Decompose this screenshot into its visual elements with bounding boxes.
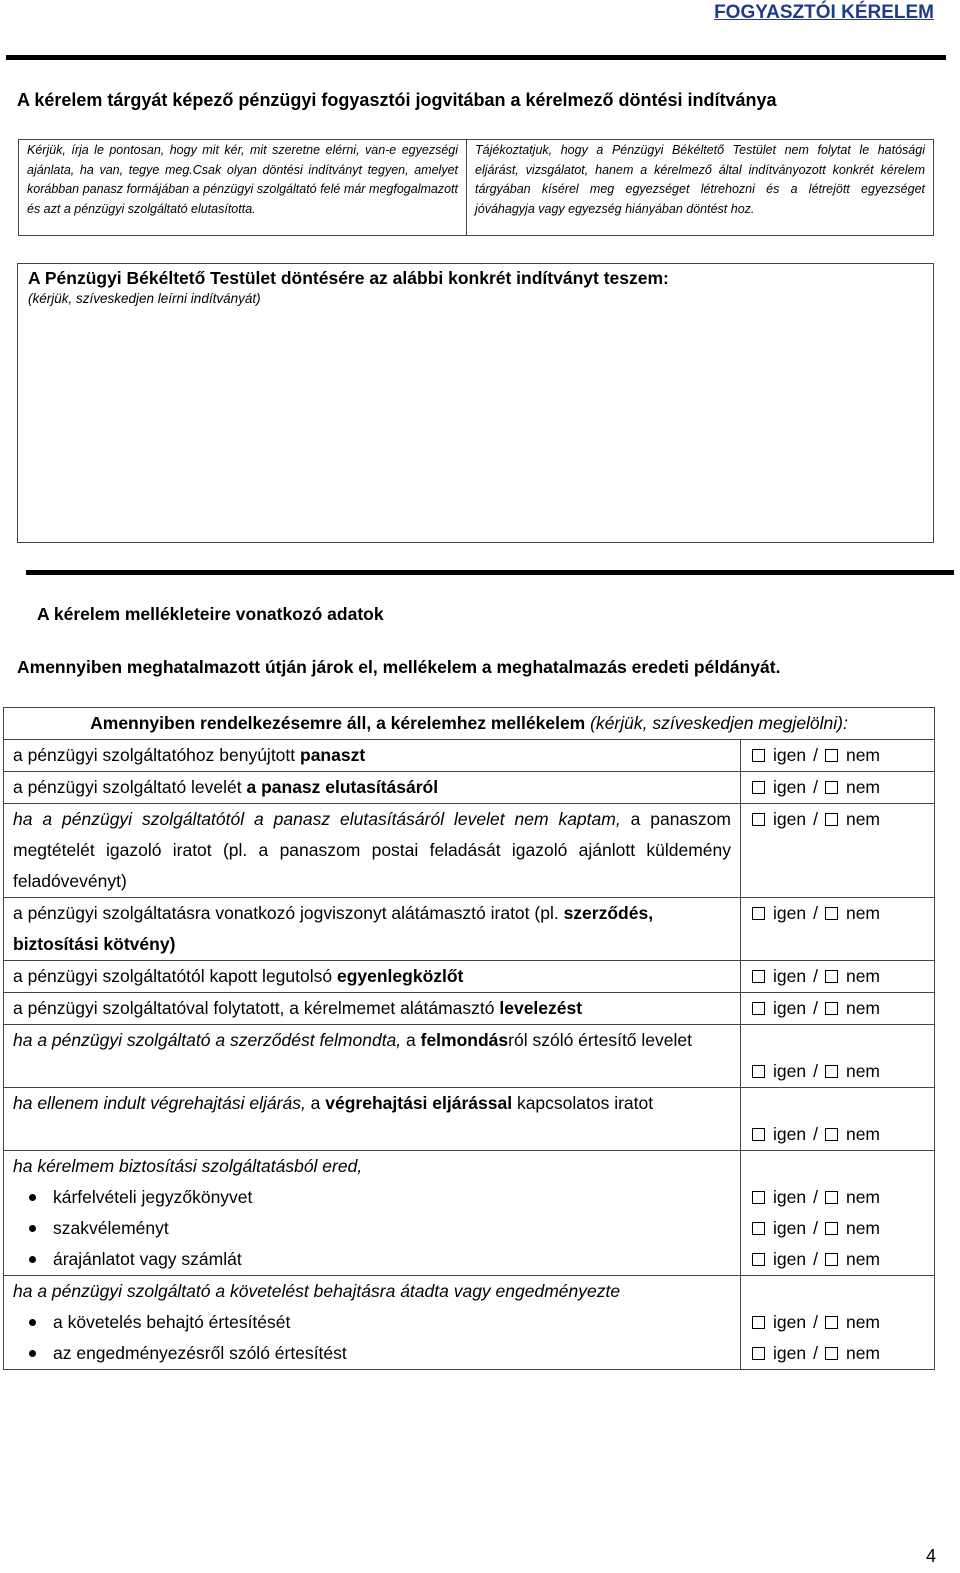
row-label — [4, 804, 741, 898]
checkbox-yes[interactable] — [752, 749, 765, 762]
bullet-icon — [29, 1256, 36, 1263]
checkbox-yes[interactable] — [752, 1128, 765, 1141]
proposal-heading: A Pénzügyi Békéltető Testület döntésére az alábbi konkrét indítványt teszem: — [28, 268, 669, 288]
row-text-italic: ha a pénzügyi szolgáltató a követelést behajtásra átadta vagy engedményezte — [13, 1281, 621, 1301]
checkbox-yes[interactable] — [752, 1065, 765, 1078]
form-title: FOGYASZTÓI KÉRELEM — [714, 2, 934, 23]
no-label: nem — [845, 777, 881, 797]
checkbox-no[interactable] — [825, 1347, 838, 1360]
row-text-italic: ha ellenem indult végrehajtási eljárás, — [13, 1093, 306, 1113]
table-row — [4, 1025, 935, 1088]
mandate-statement: Amennyiben meghatalmazott útján járok el, mellékelem a meghatalmazás eredeti példányát. — [17, 657, 781, 677]
bullet-icon — [29, 1225, 36, 1232]
row-text-bold: végrehajtási eljárással — [325, 1093, 513, 1113]
row-text: a — [305, 1093, 326, 1113]
middle-divider — [26, 570, 954, 575]
checkbox-no[interactable] — [825, 907, 838, 920]
yes-label: igen — [773, 1312, 807, 1332]
separator: / — [813, 745, 818, 765]
attachments-title: A kérelem mellékleteire vonatkozó adatok — [37, 604, 384, 624]
yes-no-choice — [741, 772, 935, 804]
row-text: a panaszom megtételét igazoló iratot (pl. a panaszom postai feladását igazoló ajánlott küldemény feladóvevényt) — [13, 809, 731, 891]
checkbox-no[interactable] — [825, 781, 838, 794]
table-header-row — [4, 708, 935, 740]
row-text-bold: egyenlegközlőt — [336, 966, 464, 986]
row-text: a pénzügyi szolgáltatóhoz benyújtott — [13, 745, 300, 765]
separator: / — [813, 998, 818, 1018]
separator: / — [813, 1187, 818, 1207]
info-box — [18, 139, 934, 236]
instruction-text: Kérjük, írja le pontosan, hogy mit kér, mit szeretne elérni, van-e egyezségi ajánlata, ha van, tegye meg.Csak olyan döntési indítványt tegyen, amelyet korábban panasz formájában a pénzügyi szolgáltató felé már megfogalmazott és azt a pénzügyi szolgáltató elutasította. — [19, 140, 467, 235]
row-label — [4, 961, 741, 993]
row-text: ról szóló értesítő levelet — [508, 1030, 692, 1050]
list-item — [13, 1182, 731, 1213]
yes-label: igen — [773, 1187, 807, 1207]
table-row — [4, 772, 935, 804]
checkbox-yes[interactable] — [752, 907, 765, 920]
row-text: a — [401, 1030, 421, 1050]
checkbox-no[interactable] — [825, 1316, 838, 1329]
no-label: nem — [845, 1061, 881, 1081]
no-label: nem — [845, 1343, 881, 1363]
checkbox-yes[interactable] — [752, 1222, 765, 1235]
page-number: 4 — [925, 1546, 936, 1566]
yes-label: igen — [773, 1061, 807, 1081]
yes-no-choice — [741, 1025, 935, 1088]
row-text: a pénzügyi szolgáltatóval folytatott, a kérelmemet alátámasztó — [13, 998, 500, 1018]
row-text: a pénzügyi szolgáltatótól kapott legutolsó — [13, 966, 337, 986]
row-label — [4, 1025, 741, 1088]
row-label — [4, 740, 741, 772]
no-label: nem — [845, 1218, 881, 1238]
row-text: a pénzügyi szolgáltatásra vonatkozó jogviszonyt alátámasztó iratot (pl. — [13, 903, 564, 923]
checkbox-yes[interactable] — [752, 1191, 765, 1204]
row-text-italic: ha a pénzügyi szolgáltatótól a panasz elutasításáról levelet nem kaptam, — [13, 809, 621, 829]
yes-label: igen — [773, 998, 807, 1018]
top-divider — [6, 55, 946, 60]
separator: / — [813, 903, 818, 923]
separator: / — [813, 809, 818, 829]
row-text-bold: felmondás — [420, 1030, 509, 1050]
row-label — [4, 1276, 741, 1370]
row-label — [4, 993, 741, 1025]
yes-no-choice — [741, 1151, 935, 1276]
bullet-icon — [29, 1319, 36, 1326]
row-text-bold: panaszt — [300, 745, 366, 765]
table-row — [4, 961, 935, 993]
no-label: nem — [845, 903, 881, 923]
checkbox-yes[interactable] — [752, 1002, 765, 1015]
separator: / — [813, 966, 818, 986]
separator: / — [813, 1312, 818, 1332]
yes-label: igen — [773, 1343, 807, 1363]
section-title: A kérelem tárgyát képező pénzügyi fogyasztói jogvitában a kérelmező döntési indítványa — [17, 90, 777, 110]
table-row — [4, 740, 935, 772]
table-row — [4, 1088, 935, 1151]
table-header-bold: Amennyiben rendelkezésemre áll, a kérelemhez mellékelem — [90, 713, 586, 733]
row-label — [4, 1088, 741, 1151]
yes-no-choice — [741, 740, 935, 772]
bullet-icon — [29, 1194, 36, 1201]
row-label — [4, 772, 741, 804]
checkbox-no[interactable] — [825, 1253, 838, 1266]
separator: / — [813, 1343, 818, 1363]
yes-no-choice — [741, 993, 935, 1025]
separator: / — [813, 777, 818, 797]
no-label: nem — [845, 998, 881, 1018]
checkbox-yes[interactable] — [752, 1347, 765, 1360]
row-label — [4, 898, 741, 961]
list-item — [13, 1338, 731, 1369]
list-item-text: szakvéleményt — [53, 1218, 169, 1238]
table-row — [4, 1276, 935, 1370]
yes-no-choice — [741, 898, 935, 961]
no-label: nem — [845, 1124, 881, 1144]
list-item — [13, 1244, 731, 1275]
separator: / — [813, 1249, 818, 1269]
no-label: nem — [845, 1312, 881, 1332]
separator: / — [813, 1124, 818, 1144]
yes-label: igen — [773, 1218, 807, 1238]
bullet-icon — [29, 1350, 36, 1357]
checkbox-no[interactable] — [825, 970, 838, 983]
table-row — [4, 1151, 935, 1276]
yes-label: igen — [773, 745, 807, 765]
list-item — [13, 1213, 731, 1244]
row-label — [4, 1151, 741, 1276]
proposal-input-area[interactable] — [17, 263, 934, 543]
no-label: nem — [845, 1249, 881, 1269]
separator: / — [813, 1061, 818, 1081]
row-text-bold: a panasz elutasításáról — [246, 777, 439, 797]
attachments-table — [3, 707, 935, 1370]
checkbox-no[interactable] — [825, 1065, 838, 1078]
checkbox-yes[interactable] — [752, 1316, 765, 1329]
yes-label: igen — [773, 1249, 807, 1269]
table-row — [4, 898, 935, 961]
row-text-bold: levelezést — [499, 998, 583, 1018]
checkbox-no[interactable] — [825, 1191, 838, 1204]
list-item-text: árajánlatot vagy számlát — [53, 1249, 242, 1269]
list-item-text: kárfelvételi jegyzőkönyvet — [53, 1187, 253, 1207]
row-text: kapcsolatos iratot — [512, 1093, 654, 1113]
no-label: nem — [845, 809, 881, 829]
list-item-text: az engedményezésről szóló értesítést — [53, 1343, 347, 1363]
row-text-italic: ha kérelmem biztosítási szolgáltatásból ered, — [13, 1156, 363, 1176]
checkbox-no[interactable] — [825, 813, 838, 826]
list-item — [13, 1307, 731, 1338]
proposal-hint: (kérjük, szíveskedjen leírni indítványát) — [28, 291, 261, 306]
row-text-bold: szerződés, biztosítási kötvény) — [13, 903, 654, 954]
no-label: nem — [845, 966, 881, 986]
checkbox-no[interactable] — [825, 1002, 838, 1015]
yes-no-choice — [741, 1088, 935, 1151]
list-item-text: a követelés behajtó értesítését — [53, 1312, 291, 1332]
yes-label: igen — [773, 966, 807, 986]
checkbox-no[interactable] — [825, 1128, 838, 1141]
yes-label: igen — [773, 1124, 807, 1144]
table-row — [4, 993, 935, 1025]
row-text-italic: ha a pénzügyi szolgáltató a szerződést felmondta, — [13, 1030, 402, 1050]
table-header — [4, 708, 935, 740]
table-header-hint: (kérjük, szíveskedjen megjelölni): — [590, 713, 848, 733]
notice-text: Tájékoztatjuk, hogy a Pénzügyi Békéltető Testület nem folytat le hatósági eljárást, vizsgálatot, hanem a kérelmező által indítványozott konkrét kérelem tárgyában kísérel meg egyezséget létrehozni és a létrejött egyezséget jóváhagyja vagy egyezség hiányában döntést hoz. — [475, 143, 925, 216]
yes-label: igen — [773, 777, 807, 797]
checkbox-yes[interactable] — [752, 813, 765, 826]
checkbox-no[interactable] — [825, 749, 838, 762]
checkbox-no[interactable] — [825, 1222, 838, 1235]
table-row — [4, 804, 935, 898]
no-label: nem — [845, 745, 881, 765]
no-label: nem — [845, 1187, 881, 1207]
separator: / — [813, 1218, 818, 1238]
checkbox-yes[interactable] — [752, 781, 765, 794]
yes-no-choice — [741, 804, 935, 898]
checkbox-yes[interactable] — [752, 1253, 765, 1266]
yes-no-choice — [741, 1276, 935, 1370]
checkbox-yes[interactable] — [752, 970, 765, 983]
yes-label: igen — [773, 903, 807, 923]
yes-no-choice — [741, 961, 935, 993]
row-text: a pénzügyi szolgáltató levelét — [13, 777, 247, 797]
yes-label: igen — [773, 809, 807, 829]
